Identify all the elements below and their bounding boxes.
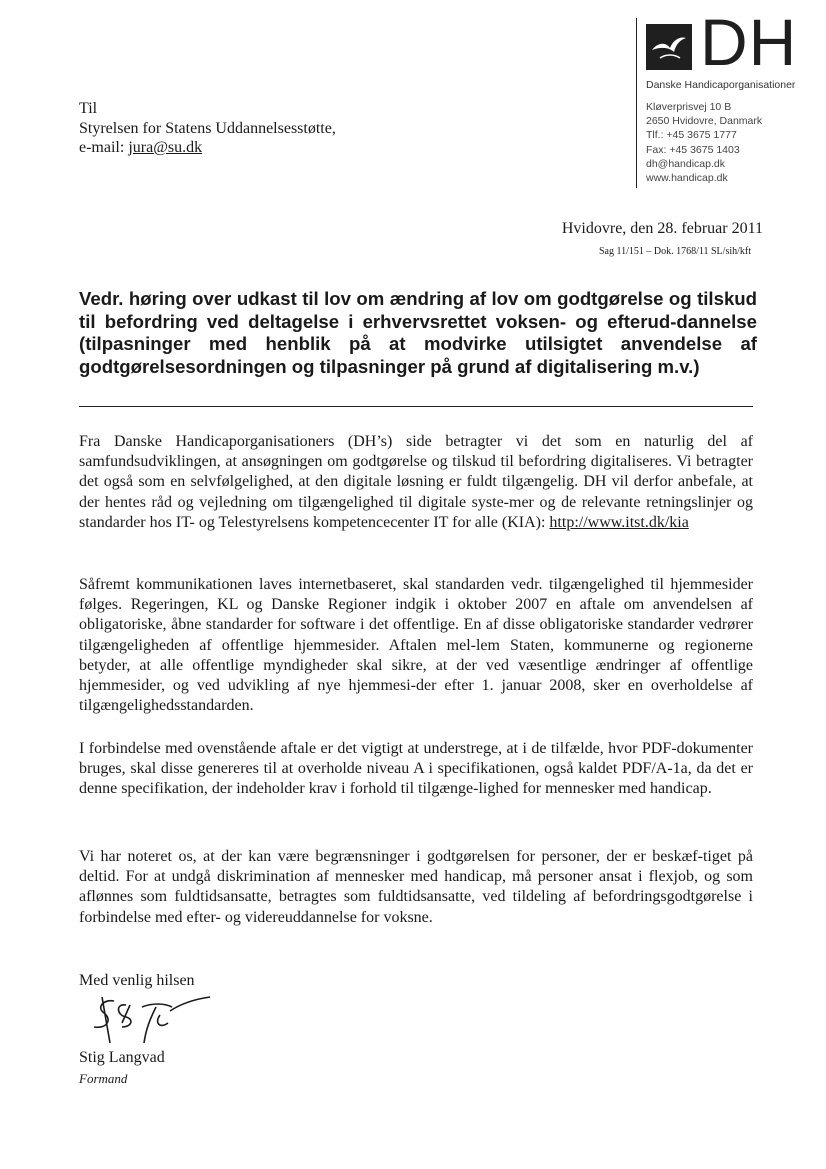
fax-line: Fax: +45 3675 1403 (646, 143, 740, 156)
address-line: Kløverprisvej 10 B (646, 101, 732, 113)
recipient-block (79, 99, 336, 158)
signer-title: Formand (79, 1071, 128, 1086)
website-line: www.handicap.dk (646, 172, 728, 185)
city-line: 2650 Hvidovre, Danmark (646, 115, 763, 128)
body-paragraph-4: Vi har noteret os, at der kan være begrænsninger i godtgørelsen for personer, der er beskæf-tiget på deltid. For at undgå diskrimination af mennesker med handicap, må personer ansat i flexjob, og som aflønnes som fuldtidsansatte, betragtes som fuldtidsansatte, ved tildeling af befordringsgodtgørelse i forbindelse med efter- og videreuddannelse for voksne. (79, 848, 753, 926)
subject-divider (79, 406, 753, 407)
organization-name: Danske Handicaporganisationer (646, 79, 796, 91)
subject-heading: Vedr. høring over udkast til lov om ændring af lov om godtgørelse og tilskud til befordring ved deltagelse i erhvervsrettet voksen- og efterud-dannelse (tilpasninger med henblik på at modvirke utilsigtet anvendelse af godtgørelsesordningen og tilpasninger på grund af digitalisering m.v.) (79, 288, 757, 378)
phone-line: Tlf.: +45 3675 1777 (646, 129, 737, 142)
body-paragraph-1 (79, 432, 753, 533)
signer-name: Stig Langvad (79, 1049, 165, 1066)
body-paragraph-2: Såfremt kommunikationen laves internetbaseret, skal standarden vedr. tilgængelighed til hjemmesider følges. Regeringen, KL og Danske Regioner indgik i oktober 2007 en aftale om anvendelsen af obligatoriske, åbne standarder for software i det offentlige. En af disse obligatoriske standarder vedrører tilgængeligheden af offentlige hjemmesider. Aftalen mel-lem Staten, kommunerne og regionerne betyder, at alle offentlige myndigheder skal sikre, at der ved væsentlige ændringer af offentlige hjemmesider, og ved udvikling af nye hjemmesi-der efter 1. januar 2008, sker en overholdelse af tilgængelighedsstandarden. (79, 576, 753, 715)
closing-greeting: Med venlig hilsen (79, 972, 195, 989)
organization-contact (646, 100, 762, 185)
recipient-email-link[interactable]: jura@su.dk (128, 139, 203, 156)
letterhead-divider (636, 18, 637, 188)
kia-link[interactable]: http://www.itst.dk/kia (549, 513, 689, 531)
recipient-email-line (79, 138, 336, 158)
recipient-to-label: Til (79, 100, 98, 117)
recipient-email-label: e-mail: (79, 139, 129, 156)
paragraph-1-text: Fra Danske Handicaporganisationers (DH’s) side betragter vi det som en naturlig del af samfundsudviklingen, at ansøgningen om godtgørelse og tilskud til befordring digitaliseres. Vi betragter det også som en selvfølgelighed, at den digitale løsning er fuldt tilgængelig. DH vil derfor anbefale, at der hentes råd og vejledning om tilgængelighed til digitale syste-mer og de relevante retningslinjer og standarder hos IT- og Telestyrelsens kompetencecenter IT for alle (KIA): (79, 433, 753, 531)
body-paragraph-3: I forbindelse med ovenstående aftale er det vigtigt at understrege, at i de tilfælde, hvor PDF-dokumenter bruges, skal disse genereres til at overholde niveau A i specifikationen, også kaldet PDF/A-1a, da det er denne specifikation, der indeholder krav i forhold til tilgænge-lighed for mennesker med handicap. (79, 740, 753, 798)
reference-number: Sag 11/151 – Dok. 1768/11 SL/sih/kft (598, 246, 751, 257)
bird-logo-icon (646, 24, 692, 70)
recipient-name: Styrelsen for Statens Uddannelsesstøtte, (79, 119, 336, 137)
logo-text: DH (700, 5, 798, 79)
letter-date: Hvidovre, den 28. februar 2011 (561, 220, 763, 237)
email-line: dh@handicap.dk (646, 157, 725, 170)
